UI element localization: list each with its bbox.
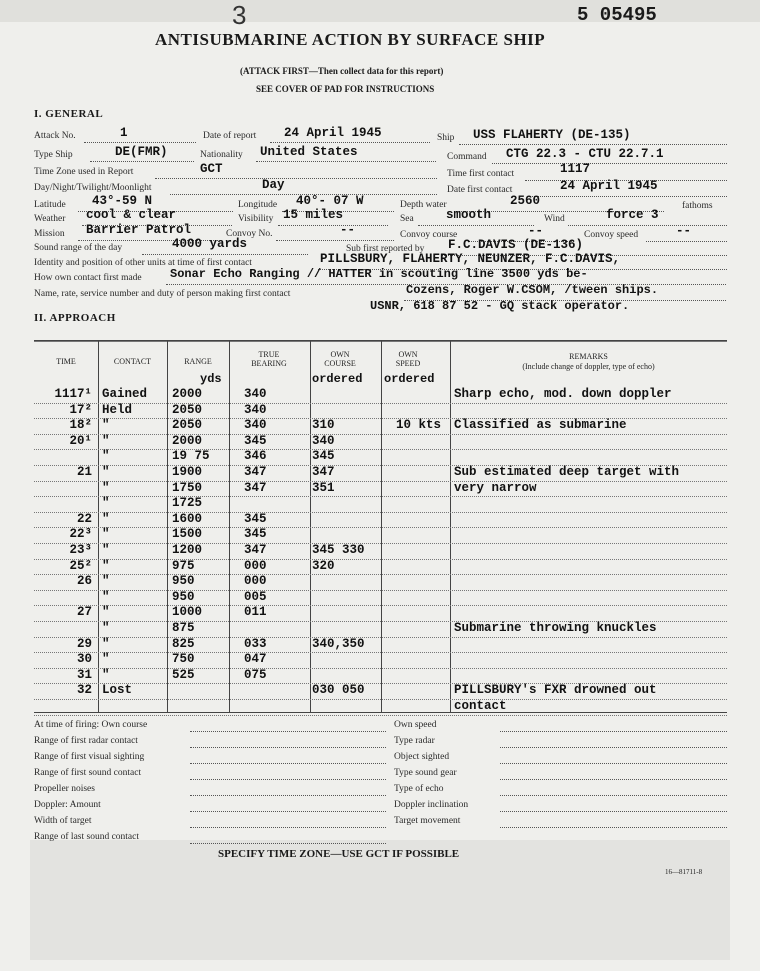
firing-field-line <box>190 843 386 844</box>
time-zone-label: Time Zone used in Report <box>34 167 134 177</box>
table-cell-contact: Held <box>102 402 133 417</box>
firing-field-label: Type of echo <box>394 784 444 794</box>
row-divider <box>34 496 727 497</box>
table-cell-bearing: 000 <box>244 574 267 589</box>
table-cell-time: 25² <box>69 558 92 573</box>
convoy-course-value: -- <box>528 224 544 238</box>
table-cell-speed: 10 kts <box>396 418 442 433</box>
time-first-contact-label: Time first contact <box>447 169 515 179</box>
table-cell-bearing: 347 <box>244 480 267 495</box>
firing-field-label: Own speed <box>394 720 437 730</box>
firing-field-label: Doppler inclination <box>394 800 469 810</box>
table-cell-contact: Gained <box>102 387 148 401</box>
firing-field-label: Type radar <box>394 736 435 746</box>
wind-label: Wind <box>544 214 565 224</box>
table-cell-range: 1900 <box>172 465 203 479</box>
mission-label: Mission <box>34 229 65 239</box>
table-cell-bearing: 345 <box>244 511 267 526</box>
table-cell-contact: " <box>102 418 110 433</box>
col-header-bearing: TRUE BEARING <box>251 350 287 368</box>
table-cell-range: 2000 <box>172 387 203 401</box>
table-cell-range: 950 <box>172 589 195 604</box>
table-cell-contact: " <box>102 589 110 604</box>
table-cell-remarks: contact <box>454 699 507 713</box>
mission-value: Barrier Patrol <box>86 223 192 237</box>
row-divider <box>34 559 727 560</box>
col-header-remarks: REMARKS <box>569 352 608 361</box>
table-cell-bearing: 345 <box>244 433 267 448</box>
date-first-contact-label: Date first contact <box>447 185 513 195</box>
row-divider <box>34 637 727 638</box>
ship-label: Ship <box>437 133 455 143</box>
firing-field-line <box>500 827 727 828</box>
table-cell-remarks: PILLSBURY's FXR drowned out <box>454 683 657 698</box>
weather-label: Weather <box>34 214 66 224</box>
table-cell-contact: " <box>102 574 110 589</box>
table-cell-contact: " <box>102 605 110 620</box>
firing-field-label: Object sighted <box>394 752 450 762</box>
table-cell-time: 32 <box>76 683 92 698</box>
sea-value: smooth <box>446 208 492 222</box>
table-cell-course: 345 <box>312 449 335 464</box>
firing-field-line <box>190 747 386 748</box>
range-unit: yds <box>200 372 222 386</box>
table-cell-bearing: 011 <box>244 605 267 620</box>
row-divider <box>34 668 727 669</box>
table-cell-range: 950 <box>172 574 195 589</box>
sub-first-reported-label: Sub first reported by <box>346 244 425 254</box>
col-header-contact: CONTACT <box>113 357 152 366</box>
row-divider <box>34 527 727 528</box>
table-cell-contact: " <box>102 433 110 448</box>
col-header-speed: OWN SPEED <box>395 350 421 368</box>
form-subtitle-attack: (ATTACK FIRST—Then collect data for this report) <box>240 66 444 76</box>
firing-field-label: Propeller noises <box>34 784 95 794</box>
date-first-contact-value: 24 April 1945 <box>560 179 658 193</box>
firing-field-label: Range of first sound contact <box>34 768 142 778</box>
table-cell-range: 2050 <box>172 402 203 417</box>
document-number: 5 05495 <box>577 4 657 26</box>
table-cell-course: 030 050 <box>312 683 365 698</box>
time-zone-value: GCT <box>200 162 223 176</box>
table-cell-bearing: 340 <box>244 387 267 401</box>
fathoms-label: fathoms <box>682 201 713 211</box>
visibility-value: 15 miles <box>283 208 344 222</box>
table-cell-range: 1500 <box>172 527 203 542</box>
table-cell-contact: Lost <box>102 683 133 698</box>
table-cell-range: 875 <box>172 621 195 635</box>
day-night-label: Day/Night/Twilight/Moonlight <box>34 183 152 193</box>
convoy-speed-value: -- <box>676 224 692 238</box>
row-divider <box>34 403 727 404</box>
latitude-value: 43°-59 N <box>92 194 153 208</box>
col-header-remarks-note: (Include change of doppler, type of echo) <box>522 362 655 371</box>
table-cell-time: 26 <box>76 574 92 589</box>
ship-value: USS FLAHERTY (DE-135) <box>473 128 631 142</box>
table-cell-contact: " <box>102 636 110 651</box>
table-cell-time: 22³ <box>69 527 92 542</box>
table-cell-course: 320 <box>312 558 335 573</box>
table-cell-time: 20¹ <box>69 433 92 448</box>
table-cell-range: 525 <box>172 667 195 682</box>
visibility-label: Visibility <box>238 214 274 224</box>
table-cell-bearing: 075 <box>244 667 267 682</box>
name-rate-value: Cozens, Roger W.CSOM, /tween ships. <box>406 283 659 297</box>
table-cell-time: 22 <box>76 511 92 526</box>
firing-field-line <box>500 779 727 780</box>
row-divider <box>34 574 727 575</box>
table-cell-bearing: 000 <box>244 558 267 573</box>
convoy-no-label: Convoy No. <box>226 229 273 239</box>
table-cell-time: 1117¹ <box>54 387 92 401</box>
convoy-no-value: -- <box>340 223 356 237</box>
table-cell-time: 23³ <box>69 543 92 557</box>
latitude-label: Latitude <box>34 200 66 210</box>
table-cell-course: 340,350 <box>312 636 365 651</box>
attack-no-value: 1 <box>120 126 128 140</box>
speed-unit: ordered <box>384 372 435 386</box>
how-contact-value: Sonar Echo Ranging // HATTER in scouting line 3500 yds be- <box>170 267 588 281</box>
firing-field-line <box>190 795 386 796</box>
table-cell-course: 310 <box>312 418 335 433</box>
col-header-time: TIME <box>56 357 76 366</box>
date-of-report-value: 24 April 1945 <box>284 126 382 140</box>
section-approach-title: II. APPROACH <box>34 312 116 324</box>
sub-first-reported-value: F.C.DAVIS (DE-136) <box>448 238 584 252</box>
name-rate-label: Name, rate, service number and duty of person making first contact <box>34 289 291 299</box>
page-mark: 3 <box>232 0 247 30</box>
row-divider <box>34 512 727 513</box>
col-header-course: OWN COURSE <box>324 350 356 368</box>
identity-units-label: Identity and position of other units at time of first contact <box>34 258 252 268</box>
table-cell-range: 1200 <box>172 543 203 557</box>
table-cell-time: 21 <box>76 465 92 479</box>
table-cell-time: 17² <box>69 402 92 417</box>
date-of-report-label: Date of report <box>203 131 257 141</box>
table-cell-course: 340 <box>312 433 335 448</box>
section-general-title: I. GENERAL <box>34 108 104 120</box>
table-cell-contact: " <box>102 465 110 479</box>
table-cell-contact: " <box>102 480 110 495</box>
row-divider <box>34 652 727 653</box>
firing-field-label: Target movement <box>394 816 461 826</box>
depth-water-value: 2560 <box>510 194 541 208</box>
type-ship-value: DE(FMR) <box>115 145 168 159</box>
table-cell-time: 31 <box>76 667 92 682</box>
name-rate-value-cont: USNR, 618 87 52 - GQ stack operator. <box>370 299 630 313</box>
table-cell-remarks: Sub estimated deep target with <box>454 465 680 479</box>
table-cell-range: 2000 <box>172 433 203 448</box>
table-cell-course: 351 <box>312 480 335 495</box>
firing-field-label: Width of target <box>34 816 92 826</box>
firing-field-line <box>190 827 386 828</box>
table-cell-course: 347 <box>312 465 335 479</box>
firing-field-label: At time of firing: Own course <box>34 720 148 730</box>
firing-field-label: Doppler: Amount <box>34 800 101 810</box>
depth-water-label: Depth water <box>400 200 447 210</box>
table-cell-time: 30 <box>76 652 92 667</box>
convoy-speed-label: Convoy speed <box>584 230 639 240</box>
table-cell-contact: " <box>102 543 110 557</box>
how-contact-label: How own contact first made <box>34 273 142 283</box>
table-cell-bearing: 340 <box>244 418 267 433</box>
table-cell-bearing: 347 <box>244 543 267 557</box>
table-cell-bearing: 346 <box>244 449 267 464</box>
firing-field-label: Type sound gear <box>394 768 457 778</box>
longitude-label: Longitude <box>238 200 278 210</box>
longitude-value: 40°- 07 W <box>296 194 364 208</box>
firing-field-line <box>500 811 727 812</box>
firing-field-line <box>500 747 727 748</box>
nationality-label: Nationality <box>200 150 243 160</box>
table-cell-range: 2050 <box>172 418 203 433</box>
table-cell-time: 18² <box>69 418 92 433</box>
table-cell-contact: " <box>102 621 110 635</box>
row-divider <box>34 715 727 716</box>
row-divider <box>34 590 727 591</box>
firing-field-line <box>190 779 386 780</box>
command-value: CTG 22.3 - CTU 22.7.1 <box>506 147 664 161</box>
row-divider <box>34 434 727 435</box>
sound-range-label: Sound range of the day <box>34 243 123 253</box>
table-cell-range: 1000 <box>172 605 203 620</box>
form-title: ANTISUBMARINE ACTION BY SURFACE SHIP <box>155 30 546 49</box>
row-divider <box>34 543 727 544</box>
table-cell-range: 1725 <box>172 496 203 511</box>
form-subtitle-instructions: SEE COVER OF PAD FOR INSTRUCTIONS <box>256 84 435 94</box>
table-cell-remarks: Submarine throwing knuckles <box>454 621 657 635</box>
firing-field-label: Range of first radar contact <box>34 736 138 746</box>
row-divider <box>34 605 727 606</box>
sound-range-value: 4000 yards <box>172 237 248 251</box>
table-cell-contact: " <box>102 558 110 573</box>
table-cell-range: 975 <box>172 558 195 573</box>
table-cell-contact: " <box>102 496 110 511</box>
row-divider <box>34 449 727 450</box>
firing-field-line <box>500 795 727 796</box>
weather-value: cool & clear <box>86 208 177 222</box>
table-cell-contact: " <box>102 449 110 464</box>
time-first-contact-value: 1117 <box>560 162 591 176</box>
form-number: 16—81711-8 <box>665 868 703 876</box>
convoy-course-label: Convoy course <box>400 230 458 240</box>
table-cell-bearing: 033 <box>244 636 267 651</box>
table-cell-bearing: 345 <box>244 527 267 542</box>
table-cell-time: 29 <box>76 636 92 651</box>
table-cell-range: 750 <box>172 652 195 667</box>
col-header-range: RANGE <box>184 357 212 366</box>
firing-field-line <box>190 731 386 732</box>
day-night-value: Day <box>262 178 285 192</box>
row-divider <box>34 481 727 482</box>
table-cell-range: 1600 <box>172 511 203 526</box>
table-cell-time: 27 <box>76 605 92 620</box>
table-cell-range: 19 75 <box>172 449 210 464</box>
table-cell-bearing: 347 <box>244 465 267 479</box>
firing-field-line <box>500 763 727 764</box>
nationality-value: United States <box>260 145 358 159</box>
table-cell-bearing: 047 <box>244 652 267 667</box>
sea-label: Sea <box>400 214 414 224</box>
firing-field-label: Range of last sound contact <box>34 832 140 842</box>
table-cell-range: 1750 <box>172 480 203 495</box>
attack-no-label: Attack No. <box>34 131 76 141</box>
firing-field-line <box>500 731 727 732</box>
table-cell-remarks: very narrow <box>454 480 537 495</box>
specify-time-zone: SPECIFY TIME ZONE—USE GCT IF POSSIBLE <box>218 848 460 860</box>
table-cell-contact: " <box>102 527 110 542</box>
type-ship-label: Type Ship <box>34 150 73 160</box>
firing-field-label: Range of first visual sighting <box>34 752 145 762</box>
table-cell-remarks: Classified as submarine <box>454 418 627 433</box>
firing-field-line <box>190 763 386 764</box>
firing-field-line <box>190 811 386 812</box>
table-cell-range: 825 <box>172 636 195 651</box>
row-divider <box>34 699 727 700</box>
identity-units-value: PILLSBURY, FLAHERTY, NEUNZER, F.C.DAVIS, <box>320 252 621 266</box>
table-cell-bearing: 340 <box>244 402 267 417</box>
wind-value: force 3 <box>606 208 659 222</box>
table-cell-contact: " <box>102 652 110 667</box>
table-cell-contact: " <box>102 667 110 682</box>
course-unit: ordered <box>312 372 363 386</box>
command-label: Command <box>447 152 487 162</box>
table-cell-contact: " <box>102 511 110 526</box>
table-cell-course: 345 330 <box>312 543 365 557</box>
table-cell-remarks: Sharp echo, mod. down doppler <box>454 387 672 401</box>
table-cell-bearing: 005 <box>244 589 267 604</box>
